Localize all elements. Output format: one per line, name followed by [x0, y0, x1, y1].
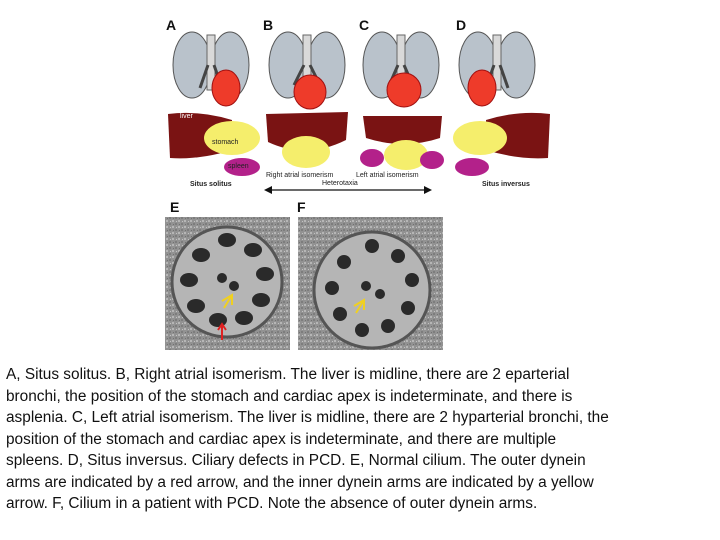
- panel-label-e: E: [170, 199, 180, 215]
- panel-label-f: F: [297, 199, 306, 215]
- stomach: [204, 121, 260, 155]
- caption-line: asplenia. C, Left atrial isomerism. The liver is midline, there are 2 hyparterial bronchi, the: [6, 409, 609, 426]
- panel-a-anatomy: [168, 32, 260, 176]
- caption-line: position of the stomach and cardiac apex is indeterminate, and there are multiple: [6, 430, 557, 448]
- spleen-label: spleen: [228, 163, 249, 170]
- figure-caption: [6, 364, 718, 515]
- panel-label-a: A: [166, 17, 177, 33]
- situs-inversus-label: Situs inversus: [482, 181, 530, 188]
- caption-line: spleens. D, Situs inversus. Ciliary defects in PCD. E, Normal cilium. The outer dynein: [6, 452, 586, 469]
- situs-solitus-label: Situs solitus: [190, 181, 232, 188]
- panel-label-d: D: [456, 17, 467, 33]
- caption-line: A, Situs solitus. B, Right atrial isomerism. The liver is midline, there are 2 eparterial: [6, 366, 570, 383]
- liver-label: liver: [180, 113, 193, 120]
- caption-line: arms are indicated by a red arrow, and the inner dynein arms are indicated by a yellow: [6, 473, 594, 491]
- panel-c-anatomy: [360, 32, 444, 170]
- figure: [160, 10, 560, 355]
- left-atrial-isomerism-label: Left atrial isomerism: [356, 172, 419, 179]
- heart: [212, 70, 240, 106]
- panel-d-anatomy: [453, 32, 550, 176]
- panel-label-b: B: [263, 17, 274, 33]
- micrograph-f: [298, 217, 443, 350]
- stomach-label: stomach: [212, 139, 239, 146]
- panel-label-c: C: [359, 17, 370, 33]
- caption-line: bronchi, the position of the stomach and cardiac apex is indeterminate, and there is: [6, 387, 573, 405]
- right-atrial-isomerism-label: Right atrial isomerism: [266, 172, 334, 179]
- micrograph-e: [165, 217, 290, 350]
- heterotaxia-arrow: [264, 186, 432, 194]
- heterotaxia-label: Heterotaxia: [322, 180, 358, 187]
- caption-line: arrow. F, Cilium in a patient with PCD. Note the absence of outer dynein arms.: [6, 495, 538, 512]
- panel-b-anatomy: [266, 32, 348, 168]
